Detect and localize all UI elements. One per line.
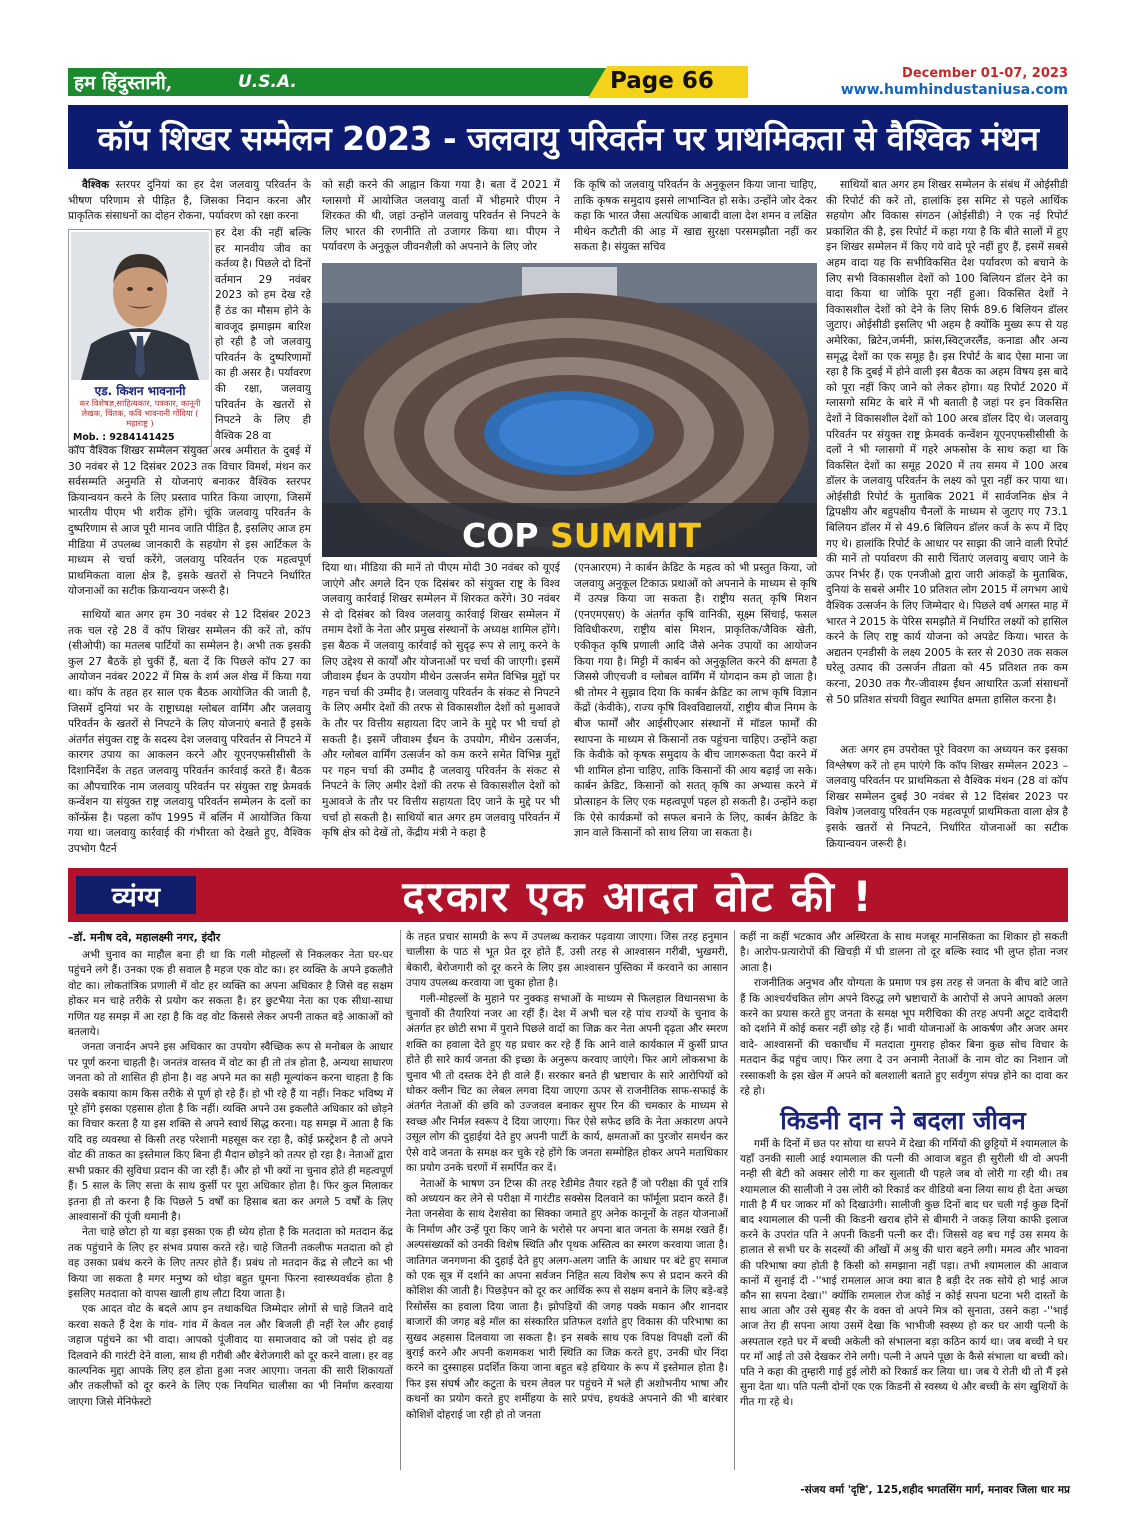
article-col2-top: [322, 178, 560, 258]
satire-tag: व्यंग्य: [76, 876, 196, 914]
cop-summit-caption: COP SUMMIT: [462, 516, 701, 555]
satire-byline: –डॉ. मनीष दवे, महालक्ष्मी नगर, इंदौर: [68, 931, 221, 944]
author-mobile: Mob. : 9284141425: [73, 432, 175, 443]
lead-text: स्तरपर दुनियां का हर देश जलवायु परिवर्तन के भीषण परिणाम से पीड़ित है, जिसका निदान करना और प्राकृतिक संसाधनों का दोहन रोकना, पर्यावरण को रक्षा करना: [68, 179, 311, 223]
paragraph: (एनआरएम) ने कार्बन क्रेडिट के महत्व को भी प्रस्तुत किया, जो जलवायु अनुकूल टिकाऊ प्रथाओं को अपनाने के माध्यम से कृषि में उत्पन्न किया जा सकता है। राष्ट्रीय सतत् कृषि मिशन (एनएमएसए) के अंतर्गत कृषि वानिकी, सूक्ष्म सिंचाई, फसल विविधीकरण, राष्ट्रीय बांस मिशन, प्राकृतिक/जैविक खेती, एकीकृत कृषि प्रणाली आदि जैसे अनेक उपायों का आयोजन किया गया है। मिट्टी में कार्बन को अनुकूलित करने की क्षमता है जिससे जीएचजी व ग्लोबल वार्मिंग में योगदान कम हो जाता है।श्री तोमर ने सुझाव दिया कि कार्बन क्रेडिट का लाभ कृषि विज्ञान केंद्रों (केवीके), राज्य कृषि विश्वविद्यालयों, राष्ट्रीय बीज निगम के बीज फार्मों और आईसीएआर संस्थानों में मॉडल फार्मों की स्थापना के माध्यम से किसानों तक पहुंचना चाहिए। उन्होंने कहा कि केवीके को कृषक समुदाय के बीच जागरूकता पैदा करने में भी शामिल होना चाहिए, ताकि किसानों की आय बढ़ाई जा सके। कार्बन क्रेडिट, किसानों को सतत् कृषि का अभ्यास करने में प्रोत्साहन के लिए एक महत्वपूर्ण पहल हो सकती है। उन्होंने कहा कि ऐसे कार्यक्रमों को सफल बनाने के लिए, कार्बन क्रेडिट के ज्ञान वाले किसानों को साथ लिया जा सकता है।: [574, 562, 817, 840]
satire-col2: [406, 930, 728, 1480]
article-col1-rest: [68, 444, 311, 609]
article-col1-beside: [215, 226, 311, 444]
paragraph: नेता चाहे छोटा हो या बड़ा इसका एक ही ध्येय होता है कि मतदाता को मतदान केंद्र तक पहुंचाने के लिए हर संभव प्रयास करते रहे। चाहे जितनी तकलीफ मतदाता को हो वह उसका प्रबंध करने के लिए तत्पर होते हैं। प्रबंध तो मतदान केंद्र से लौटने का भी किया जा सकता है मगर मनुष्य को थोड़ा बहुत घूमना फिरना स्वास्थ्यवर्धक होता है इसलिए मतदाता को वापस खाली हाथ लौटा दिया जाता है।: [68, 1226, 393, 1300]
website-link[interactable]: www.humhindustaniusa.com: [840, 82, 1068, 98]
paragraph: दिया था। मीडिया की मानें तो पीएम मोदी 30 नवंबर को यूएई जाएंगे और अगले दिन एक दिसंबर को संयुक्त राष्ट्र के विश्व जलवायु कार्रवाई शिखर सम्मेलन में शिरकत करेंगे। 30 नवंबर से दो दिसंबर को विश्व जलवायु कार्रवाई शिखर सम्मेलन में तमाम देशों के नेता और प्रमुख संस्थानों के अध्यक्ष शामिल होंगे। इस बैठक में जलवायु कार्रवाई को सुदृढ़ रूप से लागू करने के लिए उद्देश्य से कार्यों और योजनाओं पर चर्चा की जाएगी। इसमें जीवाश्म ईंधन के उपयोग मीथेन उत्सर्जन समेत विभिन्न मुद्दों पर गहन चर्चा की उम्मीद है। जलवायु परिवर्तन के संकट से निपटने के लिए अमीर देशों की तरफ से विकासशील देशों को मुआवजे के तौर पर वित्तीय सहायता दिए जाने के मुद्दे पर भी चर्चा हो सकती है। इसमें जीवाश्म ईंधन के उपयोग, मीथेन उत्सर्जन, और ग्लोबल वार्मिंग उत्सर्जन को कम करने समेत विभिन्न मुद्दों पर गहन चर्चा की उम्मीद है जलवायु परिवर्तन के संकट से निपटने के लिए अमीर देशों की तरफ से विकासशील देशों को मुआवजे के तौर पर वित्तीय सहायता दिए जाने के मुद्दे पर भी चर्चा हो सकती है। साथियों बात अगर हम जलवायु परिवर्तन में कृषि क्षेत्र को देखें तो, केंद्रीय मंत्री ने कहा है: [322, 562, 560, 840]
article-col3-bottom: [574, 561, 817, 859]
paragraph: एक आदत वोट के बदले आप इन तथाकथित जिम्मेदार लोगों से चाहे जितने वादे करवा सकते हैं देश के गांव- गांव में केवल नल और बिजली ही नहीं रेल और हवाई जहाज पहुंचने का भी वादा। आपको पूंजीवाद या समाजवाद को जो पसंद हो वह दिलवाने की गारंटी देने वाला, साथ ही गरीबी और बेरोजगारी को दूर करने वाला। हर वह काल्पनिक मुद्दा आपके लिए हल होता हुआ नजर आएगा। जनता की सारी शिकायतों और तकलीफों को दूर करने के लिए एक नियमित चालीसा का भी निर्माण करवाया जाएगा जिसे मेनिफेस्टो: [68, 1303, 393, 1408]
paragraph: अभी चुनाव का माहौल बना ही था कि गली मोहल्लों से निकलकर नेता घर-घर पहुंचने लगे हैं। उनका एक ही सवाल है महज एक वोट का। हर व्यक्ति के अपने इकलौते वोट का। लोकतांत्रिक प्रणाली में वोट हर व्यक्ति का अपना अधिकार है जिसे वह सक्षम होकर मन चाहे तरीके से प्रयोग कर सकता है। हर छुटभैया नेता का एक सीधा-साधा गणित यह समझ में आ रहा है कि वह वोट किससे लेकर अपनी ताकत बड़े आकाओं को बतलाये।: [68, 949, 393, 1039]
headline-banner: [68, 105, 1068, 169]
article-col3-top: [574, 178, 817, 258]
paragraph: गली-मोहल्लों के मुहाने पर नुक्कड़ सभाओं के माध्यम से फिलहाल विधानसभा के चुनावों की तैयारियां नजर आ रहीं हैं। देश में अभी चल रहे पांच राज्यों के चुनाव के अंतर्गत हर छोटी सभा में पुराने पिछले वादों का जिक्र कर नेता अपनी दृढ़ता और स्मरण शक्ति का हवाला देते हुए यह प्रचार कर रहे हैं कि आने वाले कार्यकाल में कुर्सी प्राप्त होते ही सारे कार्य जनता की इच्छा के अनुरूप करवाए जाएंगे। फिर आगे लोकसभा के चुनाव भी तो दस्तक देने ही वाले हैं। सरकार बनते ही भ्रष्टाचार के सारे आरोपियों को धोकर क्लीन चिट का लेबल लगवा दिया जाएगा ऊपर से राजनीतिक साफ-सफाई के अंतर्गत नेताओं की छवि को उज्जवल बनाकर सुपर रिन की चमकार के माध्यम से स्वच्छ और निर्मल स्वरूप दे दिया जाएगा। फिर ऐसे सफेद छवि के नेता अकारण अपने उसूल लोग की दुहाईयां देते हुए अपनी पार्टी के कार्य, क्षमताओं का पुरजोर समर्थन कर ऐसे वादे जनता के समक्ष कर चुके रहे होंगे कि जनता सम्मोहित होकर अपने मताधिकार का प्रयोग उनके चरणों में समर्पित कर दें।: [406, 992, 728, 1175]
masthead: [68, 66, 1068, 98]
kidney-story-credit: -संजय वर्मा 'दृष्टि', 125,शहीद भगतसिंग मार्ग, मनावर जिला धार मप्र: [800, 1484, 1070, 1496]
page-number: Page 66: [610, 68, 714, 94]
paragraph: को सही करने की आह्वान किया गया है। बता दें 2021 में ग्लासगो में आयोजित जलवायु वार्ता में भीहमारे पीएम ने शिरकत की थी, जहां उन्होंने जलवायु परिवर्तन से निपटने के लिए भारत की रणनीति तो उजागर किया था। पीएम ने पर्यावरण के अनुकूल जीवनशैली को अपनाने के लिए जोर: [322, 179, 560, 254]
newspaper-usa: U.S.A.: [238, 72, 297, 92]
paragraph: नेताओं के भाषण उन टिप्स की तरह रेडीमेड तैयार रहते हैं जो परीक्षा की पूर्व रात्रि को अध्ययन कर लेने से परीक्षा में गारंटीड सक्सेस दिलवाने का फॉर्मूला प्रदान करते हैं। नेता जनसेवा के साथ देशसेवा का सिक्का जमाते हुए अनेक कानूनों के तहत योजनाओं के निर्माण और उन्हें पूरा किए जाने के भरोसे पर अपना बात जनता के समक्ष रखते हैं। अल्पसंख्यकों को उनकी विशेष स्थिति और पृथक अस्तित्व का स्मरण करवाया जाता है। जातिगत जनगणना की दुहाई देते हुए अलग-अलग जाति के आधार पर बंटे हुए समाज को एक सूत्र में दर्शाने का अपना सर्वजन निहित सत्य विशेष रूप से प्रदान करने की कोशिश की जाती है। पिछड़ेपन को दूर कर आर्थिक रूप से सक्षम बनाने के लिए बड़े-बड़े रिसोर्सेस का हवाला दिया जाता है। झोपड़ियों की जगह पक्के मकान और शानदार बाजारों की जगह बड़े मॉल का संस्कारित प्रतिफल दर्शाते हुए विकास की परिभाषा का सुखद अहसास दिलवाया जा सकता है। इन सबके साथ एक विपक्ष विपक्षी दलों की बुराई करने और अपनी कशमकश भारी स्थिति का जिक्र करते हुए, उनकी घोर निंदा करने का दुस्साहस प्रदर्शित किया जाना बहुत बड़े हथियार के रूप में इस्तेमाल होता है। फिर इस संघर्ष और कटुता के चरम लेवल पर पहुंचने में भले ही अशोभनीय भाषा और कथनों का प्रयोग करते हुए शर्मीहया के सारे प्रपंच, हथकंडे अपनाने की भी बारंबार कोशिशें दोहराई जा रही हो तो जनता: [406, 1177, 728, 1421]
paragraph: राजनीतिक अनुभव और योग्यता के प्रमाण पत्र इस तरह से जनता के बीच बांटे जाते हैं कि आश्चर्यचकित लोग अपने विरुद्ध लगे भ्रष्टाचारों के आरोपों से अपने आपको अलग करने का प्रयास करते हुए जनता के समक्ष भूप मरीचिका की तरह अपनी अटूट दावेदारी को दर्शाने में कोई कसर नहीं छोड़ रहे हैं। भावी योजनाओं के आकर्षण और अजर अमर वादे- आश्वासनों की चकाचौंध में मतदाता गुमराह होकर बिना कुछ सोच विचार के मतदान केंद्र पहुंच जाए। फिर लगा दे उन अनामी नेताओं के नाम वोट का निशान जो रस्साकशी के इस खेल में अपने को बलशाली बताते हुए सर्वगुण संपन्न होने का दावा कर रहे हो।: [740, 977, 1068, 1098]
lead-word: वैश्विक: [82, 179, 110, 191]
author-description: कर विशेषज्ञ,साहित्यकार, पत्रकार, कानूनी लेखक, चिंतक, कवि भावनानी गोंदिया ( महाराष्ट्र ): [79, 398, 201, 428]
article-col4: [826, 178, 1068, 743]
satire-col3: [740, 930, 1068, 1100]
paragraph: साथियों बात अगर हम शिखर सम्मेलन के संबंध में ओईसीडी की रिपोर्ट की करें तो, हालांकि इस समिट से पहले आर्थिक सहयोग और विकास संगठन (ओईसीडी) ने एक नई रिपोर्ट प्रकाशित की है, इस रिपोर्ट में कहा गया है कि बीते सालों में हुए इन शिखर सम्मेलन में किए गये वादे पूरे नहीं हुए हैं, इसमें सबसे अहम वादा यह कि सभीविकसित देश पर्यावरण को बचाने के लिए सभी विकासशील देशों को 100 बिलियन डॉलर देने का वादा किया था जोकि पूरा नहीं हुआ। विकसित देशों ने विकासशील देशों को देने के लिए सिर्फ 89.6 बिलियन डॉलर जुटाए। ओईसीडी इसलिए भी अहम है क्योंकि मुख्य रूप से यह अमेरिका, ब्रिटेन,जर्मनी, फ्रांस,स्विट्जरलैंड, कनाडा और अन्य समृद्ध देशों का एक समूह है। इस रिपोर्ट के बाद ऐसा माना जा रहा है कि दुबई में होने वाली इस बैठक का अहम विषय इस बादे को पूरा नहीं किए जाने को लेकर होगा। यह रिपोर्ट 2020 में ग्लासगो समिट के बारे में भी बताती है जहां पर इन विकसित देशों ने विकासशील देशों को 100 अरब डॉलर दिए थे। जलवायु परिवर्तन पर संयुक्त राष्ट्र फ्रेमवर्क कन्वेंशन यूएनएफसीसीसी के दलों ने भी ग्लासगो में गहरे अफसोस के साथ कहा था कि विकसित देशों का समूह 2020 में तय समय में 100 अरब डॉलर के जलवायु परिवर्तन के लक्ष्य को पूरा नहीं कर पाया था। ओईसीडी रिपोर्ट के मुताबिक 2021 में सार्वजनिक क्षेत्र ने द्विपक्षीय और बहुपक्षीय चैनलों के माध्यम से जुटाए गए 73.1 बिलियन डॉलर में से 49.6 बिलियन डॉलर कर्ज के रूप में दिए गए थे। हालांकि रिपोर्ट के आधार पर साझा की जाने वाली रिपोर्ट की मानें तो पर्यावरण की सारी चिंताएं जलवायु बचाए जाने के ऊपर निर्भर हैं। एक एनजीओ द्वारा जारी आंकड़ों के मुताबिक, दुनियां के सबसे अमीर 10 प्रतिशत लोग 2015 में लगभग आधे वैश्विक उत्सर्जन के लिए जिम्मेदार थे। पिछले वर्ष अगस्त माह में भारत ने 2015 के पेरिस समझौते में निर्धारित लक्ष्यों को हासिल करने के लिए राष्ट्र कार्य योजना को अपडेट किया। भारत के अद्यतन एनडीसी के लक्ष्य 2005 के स्तर से 2030 तक सकल घरेलू उत्पाद की उत्सर्जन तीव्रता को 45 प्रतिशत तक कम करना, 2030 तक गैर-जीवाश्म ईंधन आधारित ऊर्जा संसाधनों से 50 प्रतिशत संचयी विद्युत स्थापित क्षमता हासिल करना है।: [826, 179, 1068, 706]
satire-banner: [68, 868, 1068, 922]
author-photo: [71, 232, 209, 380]
paragraph: कि कृषि को जलवायु परिवर्तन के अनुकूलन किया जाना चाहिए, ताकि कृषक समुदाय इससे लाभान्वित हो सके। उन्होंने जोर देकर कहा कि भारत जैसा अत्यधिक आबादी वाला देश शमन व लक्षित मीथेन कटौती की आड़ में खाद्य सुरक्षा परसमझौता नहीं कर सकता है। संयुक्त सचिव: [574, 179, 817, 254]
kidney-story-title: किडनी दान ने बदला जीवन: [780, 1106, 1026, 1135]
article-lead: [68, 178, 311, 230]
satire-col1: [68, 948, 393, 1480]
paragraph: अतः अगर हम उपरोक्त पूरे विवरण का अध्ययन कर इसका विश्लेषण करें तो हम पाएंगे कि कॉप शिखर सम्मेलन 2023 – जलवायु परिवर्तन पर प्राथमिकता से वैश्विक मंथन (28 वां कॉप शिखर सम्मेलन दुबई 30 नवंबर से 12 दिसंबर 2023 पर विशेष )जलवायु परिवर्तन एक महत्वपूर्ण प्राथमिकता वाला क्षेत्र है इसके खतरों से निपटने, निर्धारित योजनाओं का सटीक क्रियान्वयन जरूरी है।: [826, 744, 1068, 850]
paragraph: कॉप वैश्विक शिखर सम्मेलन संयुक्त अरब अमीरात के दुबई में 30 नवंबर से 12 दिसंबर 2023 तक विचार विमर्श, मंथन कर सर्वसम्मति अनुमति से योजनाएं बनाकर वैश्विक स्तरपर क्रियान्वयन करने के लिए प्रस्ताव पारित किया जाएगा, जिसमें भारतीय पीएम भी शरीक होंगे। चूंकि जलवायु परिवर्तन के दुष्परिणाम से आज पूरी मानव जाति पीड़ित है, इसलिए आज हम मीडिया में उपलब्ध जानकारी के सहयोग से इस आर्टिकल के माध्यम से चर्चा करेंगे, जलवायु परिवर्तन एक महत्वपूर्ण प्राथमिकता वाला क्षेत्र है, इसके खतरों से निपटने निर्धारित योजनाओं का सटीक क्रियान्वयन जरूरी है।: [68, 445, 311, 598]
paragraph: गर्मी के दिनों में छत पर सोया था सपने में देखा की गर्मियों की छुट्टियों में श्यामलाल के यहाँ उनकी साली आई श्यामलाल की पत्नी की आवाज बहुत ही सुरीली थी वो अपनी नन्ही सी बेटी को अक्सर लोरी गा कर सुलाती थी पहले जब वो लोरी गा रही थी। तब श्यामलाल की सालीजी ने उस लोरी को रिकार्ड कर वीडियो बना लिया साथ ही देता अच्छा गाती है मैं घर जाकर माँ को दिखाउंगी। सालीजी कुछ दिनों बाद घर चली गई कुछ दिनों बाद श्यामलाल की पत्नी की किडनी खराब होने से बीमारी ने जकड़ लिया काफी इलाज करने के उपरांत पति ने अपनी किडनी पत्नी कर दी। जिससे वह बच गई उस समय के हालात से सभी घर के सदस्यों की आँखों में अश्रु की धारा बहने लगी। ममत्व और भावना की परिभाषा क्या होती है किसी को समझाना नहीं पड़ा। तभी श्यामलाल की आवाज कानों में सुनाई दी -''भाई रामलाल आज क्या बात है बड़ी देर तक सोये हो भाई आज कौन सा सपना देखा।'' क्योंकि रामलाल रोज कोई न कोई सपना घटना भरी दास्तों के साथ आता और उसे सुबह सैर के वक्त वो अपने मित्र को सुनाता, उसने कहा -''भाई आज तेरा ही सपना आया उसमें देखा कि भाभीजी स्वस्थ्य हो कर घर आयी पत्नी के अस्पताल रहते घर में बच्ची अकेली को संभालना बड़ा कठिन कार्य था। जब बच्ची ने घर पर माँ आई तो उसे देखकर रोने लगी। पत्नी ने अपने पूछा के कैसे संभाला था बच्ची को। पति ने कहा की तुम्हारी गाई हुई लोरी को रिकार्ड कर लिया था। जब ये रोती थी तो मैं इसे सुना देता था। पति पत्नी दोनों एक एक किडनी से स्वस्थ्य थे और बच्ची के संग खुशियों के गीत गा रहे थे।: [740, 1138, 1068, 1409]
paragraph: जनता जनार्दन अपने इस अधिकार का उपयोग स्वैच्छिक रूप से मनोबल के आधार पर पूर्ण करना चाहती है। जनतंत्र वास्तव में वोट का ही तो तंत्र होता है, अन्यथा साधारण जनता को तो शासित ही होना है। वह अपने मत का सही मूल्यांकन करना चाहता है कि उसके बकाया काम किस तरीके से पूर्ण हो रहे हैं। हो भी रहे हैं या नहीं। निकट भविष्य में पूरे होंगे इसका एहसास होता है कि नहीं। व्यक्ति अपने उस इकलौते अधिकार को छोड़ने का विचार करता है या इस शक्ति से अपने स्वार्थ सिद्ध करना। यह समझ में आता है कि यदि वह व्यवस्था से किसी तरह परेशानी महसूस कर रहा है, कोई फ्रस्ट्रेशन है तो अपने वोट की ताकत का इस्तेमाल किए बिना ही मैदान छोड़ने को तत्पर हो रहा है। नेताओं द्वारा सभी प्रकार की सुविधा प्रदान की जा रही हैं। और हो भी क्यों ना चुनाव होते ही महत्वपूर्ण हैं। 5 साल के लिए सत्ता के साथ कुर्सी पर पूरा अधिकार होता है। फिर कुल मिलाकर इतना ही तो करना है कि पिछले 5 वर्षों का हिसाब बता कर अगले 5 वर्षों के लिए आश्वासनों की पूंजी थमानी है।: [68, 1041, 393, 1223]
article-col2-bottom: [322, 561, 560, 859]
paragraph: के तहत प्रचार सामग्री के रूप में उपलब्ध कराकर पढ़वाया जाएगा। जिस तरह हनुमान चालीसा के पाठ से भूत प्रेत दूर होते हैं, उसी तरह से आश्वासन गरीबी, भुखमरी, बेकारी, बेरोजगारी को दूर करने के लिए इस आश्वासन पुस्तिका में करवाने का आसान उपाय उपलब्ध करवाया जा चुका होता है।: [406, 931, 728, 990]
headline: कॉप शिखर सम्मेलन 2023 - जलवायु परिवर्तन पर प्राथमिकता से वैश्विक मंथन: [97, 118, 1039, 158]
cop-summit-photo: [322, 263, 817, 557]
author-name: एड. किशन भावनानी: [94, 384, 186, 398]
kidney-story-text: [740, 1137, 1068, 1481]
column-divider: [400, 930, 401, 1470]
paragraph: कहीं ना कहीं भटकाव और अस्थिरता के साथ मजबूर मानसिकता का शिकार हो सकती है। आरोप-प्रत्यारोपों की खिचड़ी में घी डालना तो दूर बल्कि स्वाद भी लुप्त होता नजर आता है।: [740, 931, 1068, 974]
paragraph: साथियों बात अगर हम 30 नवंबर से 12 दिसंबर 2023 तक चल रहे 28 वें कॉप शिखर सम्मेलन की करें तो, कॉप (सीओपी) का मतलब पार्टियों का सम्मेलन है। अभी तक इसकी कुल 27 बैठकें हो चुकीं हैं, बता दें कि पिछले कॉप 27 का आयोजन नवंबर 2022 में मिस्र के शर्म अल शेख में किया गया था। कॉप के तहत हर साल एक बैठक आयोजित की जाती है, जिसमें दुनियां भर के राष्ट्राध्यक्ष ग्लोबल वार्मिंग और जलवायु परिवर्तन के खतरों से निपटने के लिए योजनाएं बनाते हैं इसके अंतर्गत संयुक्त राष्ट्र के सदस्य देश जलवायु परिवर्तन से निपटने में कारगर उपाय का आकलन करने और यूएनएफसीसीसी के दिशानिर्देश के तहत जलवायु परिवर्तन कार्रवाई करते हैं। बैठक का औपचारिक नाम जलवायु परिवर्तन पर संयुक्त राष्ट्र फ्रेमवर्क कन्वेंशन या संयुक्त राष्ट्र जलवायु परिवर्तन सम्मेलन के दलों का कॉन्फ्रेंस है। पहला कॉप 1995 में बर्लिन में आयोजित किया गया था। जलवायु कार्रवाई की गंभीरता को देखते हुए, वैश्विक उपभोग पैटर्न: [68, 609, 311, 855]
author-box: [68, 229, 212, 447]
conference-hall-image: [322, 263, 817, 557]
paragraph: हर देश की नहीं बल्कि हर मानवीय जीव का कर्तव्य है। पिछले दो दिनों वर्तमान 29 नवंबर 2023 को हम देख रहे हैं ठंड का मौसम होने के बावजूद झमाझम बारिश हो रही है जो जलवायु परिवर्तन के दुष्परिणामों का ही असर है। पर्यावरण की रक्षा, जलवायु परिवर्तन के खतरों से निपटने के लिए ही वैश्विक 28 वा: [215, 227, 311, 442]
satire-title: दरकार एक आदत वोट की !: [402, 871, 874, 921]
issue-date: December 01-07, 2023: [902, 66, 1068, 81]
newspaper-name: हम हिंदुस्तानी,: [74, 72, 173, 94]
author-portrait-icon: [71, 232, 209, 380]
column-divider: [734, 930, 735, 1470]
article-col4-conclusion: [826, 743, 1068, 859]
article-col1-p2: [68, 608, 311, 860]
